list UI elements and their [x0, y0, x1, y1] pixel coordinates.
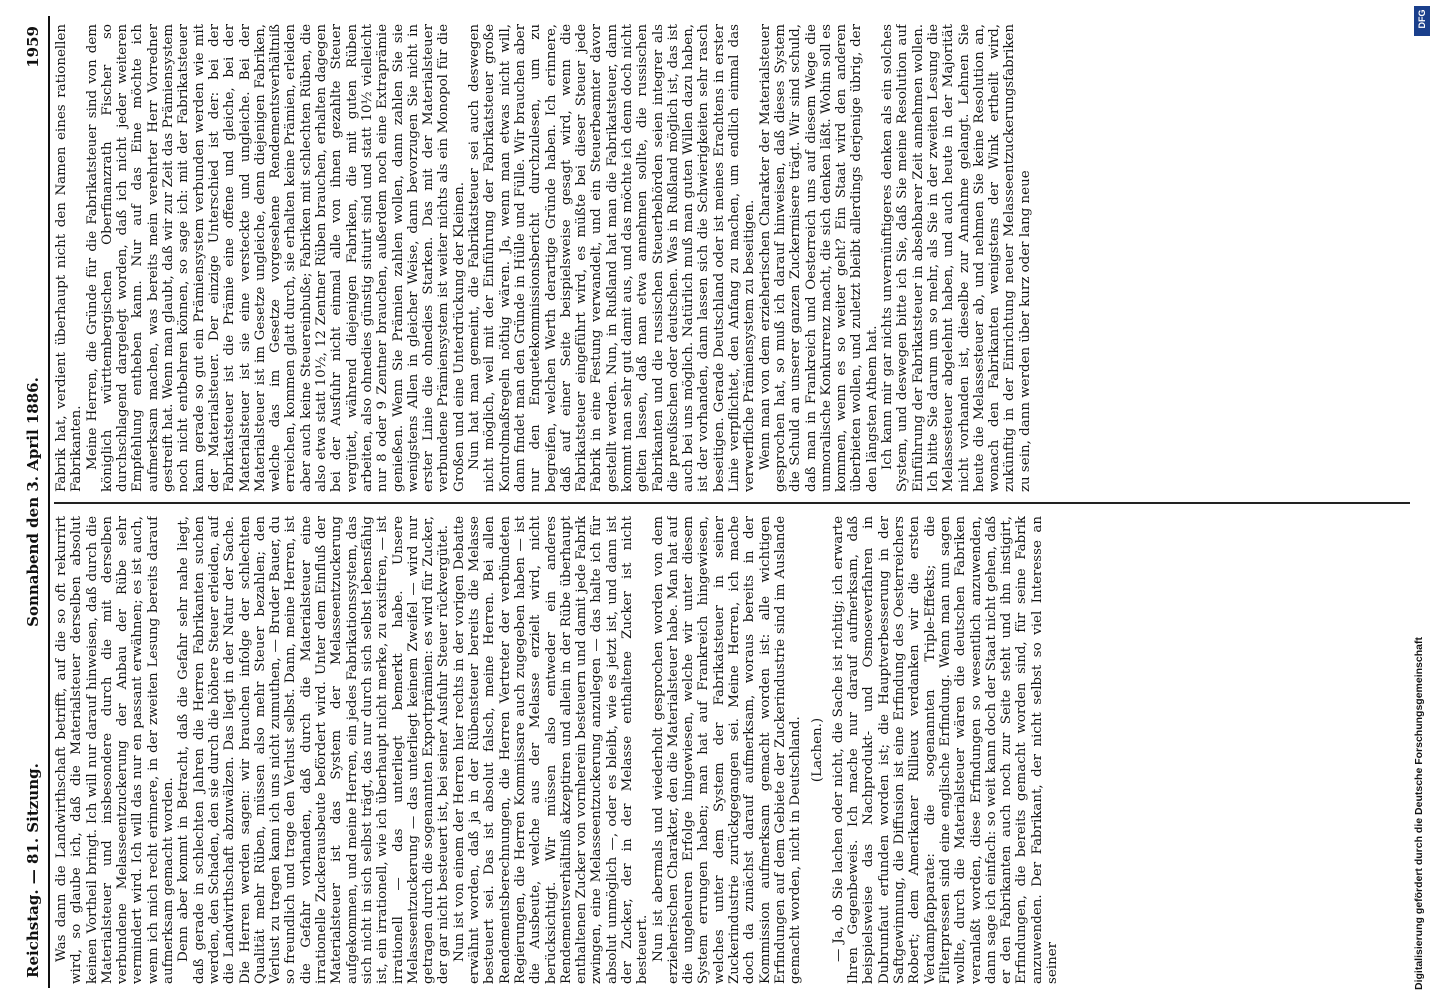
paragraph: — Ja, ob Sie lachen oder nicht, die Sache ist richtig; ich erwarte Ihren Gegenbeweis. Ich mache nur darauf aufmerksam, daß beispielsweise das Nachprodukt- und Osmoseverfahren in Dubrunfaut erfunden worden ist; die Hauptverbesserung in der Saftgewinnung, die Diffusion ist eine Erfindung des Oesterreichers Robert; dem Amerikaner Rillieux verdanken wir die ersten Verdampfapparate: die sogenannten Triple-Effekts; die Filterpressen sind eine englische Erfindung. Wenn man nun sagen wollte, durch die Materialsteuer wären die deutschen Fabriken veranlaßt worden, diese Erfindungen so wesentlich anzuwenden, dann sage ich einfach: so weit kann doch der Staat nicht gehen, daß er den Fabrikanten auch noch zur Seite steht und ihn instigirt, Erfindungen, die bereits gemacht worden sind, für seine Fabrik anzuwenden. Der Fabrikant, der nicht selbst so viel Interesse an seiner: [830, 516, 1060, 984]
paragraph: (Lachen.): [809, 717, 825, 783]
digitization-footer: [1411, 90, 1431, 990]
paragraph: Meine Herren, die Gründe für die Fabrikatsteuer sind von dem königlich württembergischen Oberfinanzrath Fischer so durchschlagend dargelegt worden, daß ich nicht jeder weiteren Empfehlung entheben kann. Nur auf das Eine möchte ich aufmerksam machen, was bereits mein verehrter Herr Vorredner gestreift hat. Wenn man glaubt, daß wir zur Zeit das Prämiensystem noch nicht entbehren können, so sage ich: mit der Fabrikatsteuer kann gerade so gut ein Prämiensystem verbunden werden wie mit der Materialsteuer. Der einzige Unterschied ist der: bei der Fabrikatsteuer ist die Prämie eine offene und gleiche, bei der Materialsteuer ist sie eine versteckte und ungleiche. Bei der Materialsteuer ist im Gesetze ungleiche, denn diejenigen Fabriken, welche das im Gesetze vorgesehene Rendementsverhältniß erreichen, kommen glatt durch, sie erhalten keine Prämien, erleiden aber auch keine Steuereinbuße; Fabriken mit schlechten Rüben, die also etwa statt 10½, 12 Zentner Rüben brauchen, erhalten dagegen bei der Ausfuhr nicht einmal alle von ihnen gezahlte Steuer vergütet, während diejenigen Fabriken, die mit guten Rüben arbeiten, also ohnedies günstig situirt sind und statt 10½ vielleicht nur 8 oder 9 Zentner brauchen, außerdem noch eine Extraprämie genießen. Wenn Sie Prämien zahlen wollen, dann zahlen Sie sie wenigstens Allen in gleicher Weise, dann bevorzugen Sie nicht in erster Linie die ohnedies Starken. Das mit der Materialsteuer verbundene Prämiensystem ist weiter nichts als ein Monopol für die Großen und eine Unterdrückung der Kleinen.: [84, 24, 467, 492]
header-date: Sonnabend den 3. April 1886.: [24, 377, 42, 627]
dfg-logo-text: DFG: [1417, 9, 1427, 29]
text-column-left: [54, 516, 1410, 984]
paragraph: Nun ist von einem der Herren hier rechts in der vorigen Debatte erwähnt worden, daß ja in der Rübensteuer bereits die Melasse besteuert sei. Das ist absolut falsch, meine Herren. Bei allen Rendementsberechnungen, die Herren Vertreter der verbündeten Regierungen, die Herren Kommissare auch zugegeben haben — ist die Ausbeute, welche aus der Melasse erzielt wird, nicht berücksichtigt. Wir müssen also entweder ein anderes Rendementsverhältniß akzeptiren und allein in der Rübe überhaupt enthaltenen Zucker von vornherein besteuern und damit jede Fabrik zwingen, eine Melasseentzuckerung anzulegen — das halte ich für absolut unmöglich —, oder es bleibt, wie es jetzt ist, und dann ist der Zucker, der in der Melasse enthaltene Zucker ist nicht besteuert.: [451, 516, 651, 984]
paragraph: Ich kann mir gar nichts unvernünftigeres denken als ein solches System, und deswegen bitte ich Sie, daß Sie meine Resolution auf Einführung der Fabrikatsteuer in absehbarer Zeit annehmen wollen. Ich bitte Sie darum um so mehr, als Sie in der zweiten Lesung die Melassesteuer abgelehnt haben, und auch heute in der Majorität nicht vorhanden ist, dieselbe zur Annahme gelangt. Lehnen Sie heute die Melassesteuer ab, und nehmen Sie keine Resolution an, wonach den Fabrikanten wenigstens der Wink ertheilt wird, zukünftig in der Einrichtung neuer Melasseentzuckerungsfabriken zu sein, dann werden über kurz oder lang neue: [880, 24, 1033, 492]
paragraph: Nun hat man gemeint, die Fabrikatsteuer sei auch deswegen nicht möglich, weil mit der Einführung der Fabrikatsteuer große Kontrolmaßregeln nöthig wären. Ja, wenn man etwas nicht will, dann findet man den Gründe in Hülle und Fülle. Wir brauchen aber nur den Enquetekommissionsbericht durchzulesen, um zu begreifen, welchen Werth derartige Gründe haben. Ich erinnere, daß auf einer Seite beispielsweise gesagt wird, wenn die Fabrikatsteuer eingeführt wird, es müßte bei dieser Steuer jede Fabrik in eine Festung verwandelt, und ein Steuerbeamter davor gestellt werden. Nun, in Rußland hat man die Fabrikatsteuer, dann kommt man sehr gut damit aus, und das möchte ich denn doch nicht gelten lassen, daß man etwa annehmen sollte, die russischen Fabrikanten und die russischen Steuerbehörden seien integrer als die preußischen oder deutschen. Was in Rußland möglich ist, das ist auch bei uns möglich. Natürlich muß man guten Willen dazu haben, ist der vorhanden, dann lassen sich die Schwierigkeiten sehr rasch beseitigen. Gerade Deutschland oder ist meines Erachtens in erster Linie verpflichtet, den Anfang zu machen, um endlich einmal das verwerfliche Prämiensystem zu beseitigen.: [467, 24, 758, 492]
text-column-right: [54, 24, 1410, 492]
paragraph: Denn aber kommt in Betracht, daß die Gefahr sehr nahe liegt, daß gerade in schlechten Jahren die Herren Fabrikanten suchen werden, den Schaden, den sie durch die höhere Steuer erleiden, auf die Landwirthschaft abzuwälzen. Das liegt in der Natur der Sache. Die Herren werden sagen: wir brauchen infolge der schlechten Qualität mehr Rüben, müssen also mehr Steuer bezahlen; den Verlust zu tragen kann ich uns nicht zumuthen, — Bruder Bauer, du so freundlich und trage den Verlust selbst. Dann, meine Herren, ist die Gefahr vorhanden, daß durch die Materialsteuer eine irrationelle Zuckerausbeute befördert wird. Unter dem Einfluß der Materialsteuer ist das System der Melasseentzuckerung aufgekommen, und meine Herren, ein jedes Fabrikationssystem, das sich nicht in sich selbst trägt, das nur durch sich selbst lebensfähig ist, ein irrationell, wie ich überhaupt nicht merke, zu existiren, — ist irrationell — das unterliegt bemerkt habe. Unsere Melasseentzuckerung — das unterliegt keinem Zweifel — wird nur getragen durch die sogenannten Exportprämien: es wird für Zucker, der gar nicht besteuert ist, bei seiner Ausfuhr Steuer rückvergütet.: [176, 516, 452, 984]
paragraph: Fabrik hat, verdient überhaupt nicht den Namen eines rationellen Fabrikanten.: [54, 24, 85, 492]
column-divider: [54, 503, 1410, 505]
footer-text: Digitalisierung gefördert durch die Deutsche Forschungsgemeinschaft: [1413, 637, 1425, 990]
page-number: 1959: [24, 26, 42, 68]
paragraph: Nun ist abermals und wiederholt gesprochen worden von dem erzieherischen Charakter, den die Materialsteuer habe. Man hat auf die ungeheuren Erfolge hingewiesen, welche wir unter diesem System errungen haben; man hat auf Frankreich hingewiesen, welches unter dem System der Fabrikatsteuer in seiner Zuckerindustrie zurückgegangen sei. Meine Herren, ich mache doch da zunächst darauf aufmerksam, woraus bereits in der Kommission aufmerksam gemacht worden ist: alle wichtigen Erfindungen auf dem Gebiete der Zuckerindustrie sind im Auslande gemacht worden, nicht in Deutschland.: [650, 516, 804, 984]
dfg-logo: [1414, 6, 1430, 36]
rotated-page-content: [20, 16, 1420, 988]
paragraph: Was dann die Landwirthschaft betrifft, auf die so oft rekurrirt wird, so glaube ich, daß die Materialsteuer derselben absolut keinen Vortheil bringt. Ich will nur darauf hinweisen, daß durch die Materialsteuer und insbesondere durch die mit derselben verbundene Melasseentzuckerung der Anbau der Rübe sehr vermindert wird. Ich will das nur en passant erwähnen; es ist auch, wenn ich mich recht erinnere, in der zweiten Lesung bereits darauf aufmerksam gemacht worden.: [54, 516, 177, 984]
header-session: Reichstag. — 81. Sitzung.: [24, 763, 42, 978]
paragraph: Wenn man von dem erzieherischen Charakter der Materialsteuer gesprochen hat, so muß ich darauf hinweisen, daß dieses System die Schuld an unserer ganzen Zuckermisere trägt. Wir sind schuld, daß man in Frankreich und Oesterreich uns auf diesem Wege die unmoralische Konkurrenz macht, die sich denken läßt. Wohin soll es kommen, wenn es so weiter geht? Ein Staat wird den anderen überbieten wollen, und zuletzt bleibt allerdings derjenige übrig, der den längsten Athem hat.: [757, 24, 880, 492]
page-header: [20, 16, 50, 988]
